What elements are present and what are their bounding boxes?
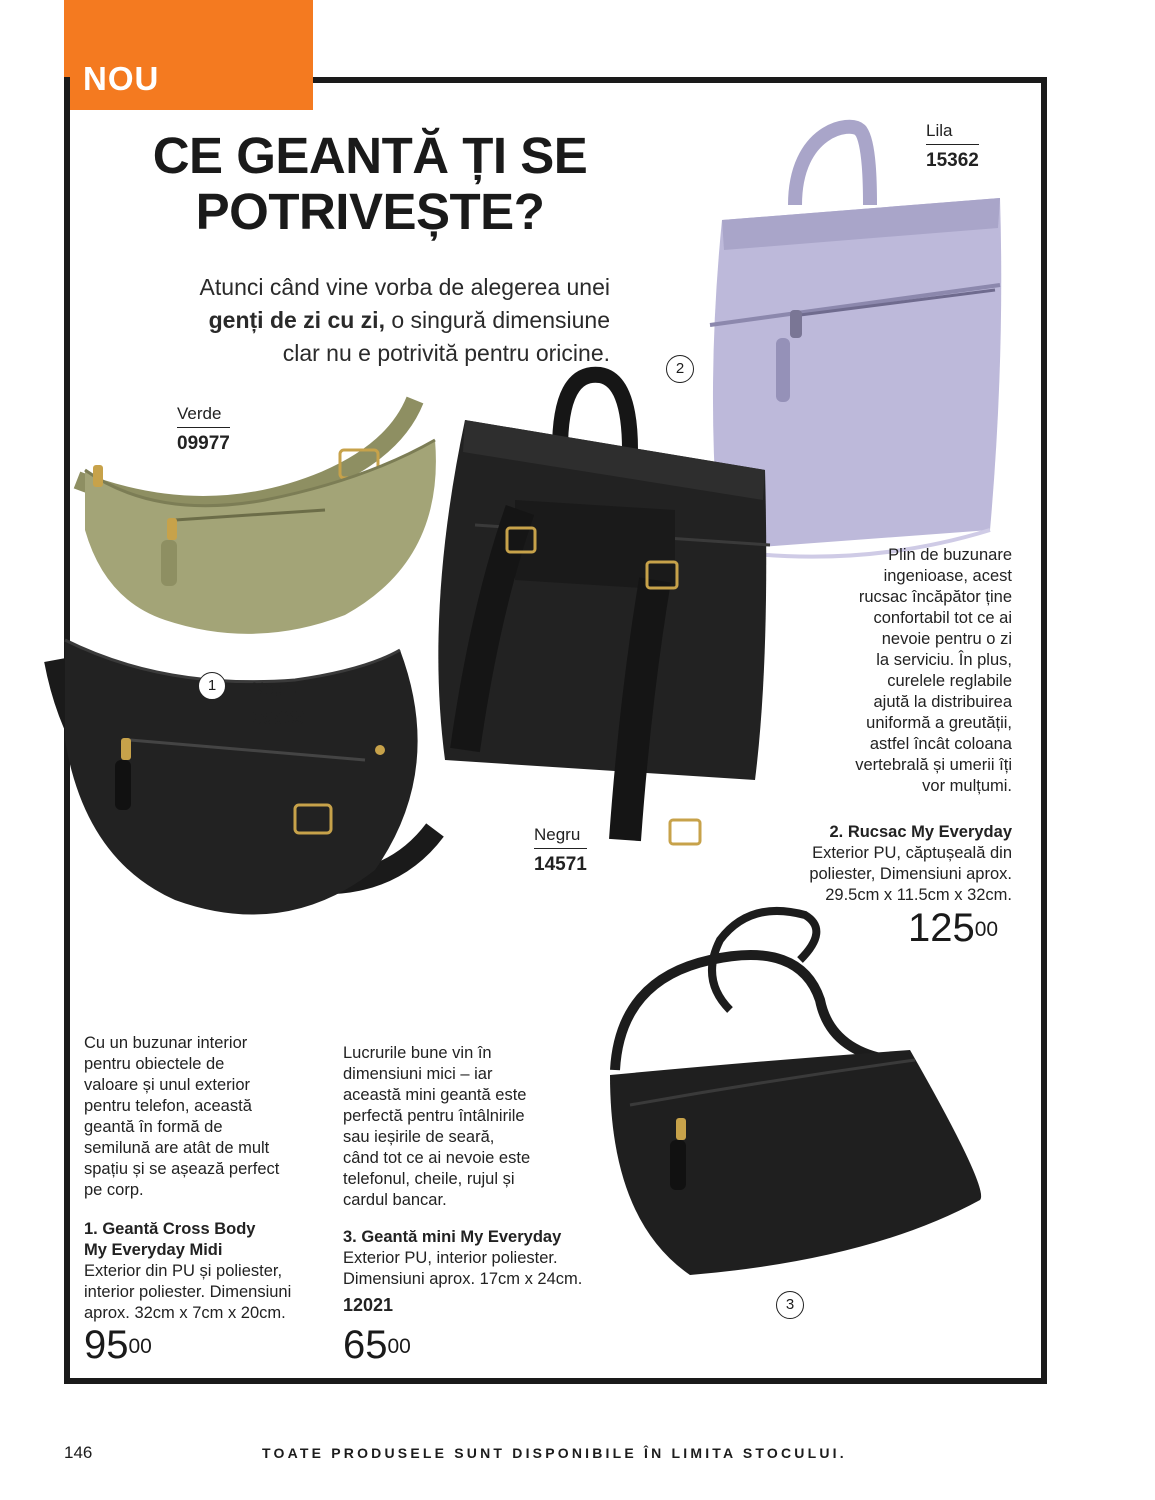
product-number-badge-1: 1 xyxy=(198,672,226,700)
product-1-details: 1. Geantă Cross Body My Everyday Midi Exterior din PU și poliester, interior poliester. Dimensiuni aprox. 32cm x 7cm x 20cm. xyxy=(84,1220,292,1322)
product-3-description: Lucrurile bune vin în dimensiuni mici – iar această mini geantă este perfectă pentru întâlnirile sau ieșirile de seară, când tot ce ai nevoie este telefonul, cheile, rujul și cardul bancar. xyxy=(343,1044,531,1209)
intro-text: Atunci când vine vorba de alegerea unei genți de zi cu zi, o singură dimensiune clar nu e potrivită pentru oricine. xyxy=(199,274,610,366)
product-2-price: $125^{00}$ xyxy=(908,906,999,950)
black-backpack-image xyxy=(425,360,795,880)
page-number: 146 xyxy=(64,1443,93,1462)
product-2-description: Plin de buzunare ingenioase, acest rucsac încăpător ține confortabil tot ce ai nevoie pentru o zi la serviciu. În plus, curelele reglabile ajută la distribuirea uniformă a greutății, astfel încât coloana vertebrală și umerii îți vor mulțumi. xyxy=(855,546,1012,795)
code-verde: Verde 09977 xyxy=(177,404,230,454)
product-number-badge-2: 2 xyxy=(666,355,694,383)
code-negru-bag: Negru 09969 xyxy=(252,679,305,729)
product-3-price: $65^{00}$ xyxy=(343,1323,411,1367)
stock-disclaimer: TOATE PRODUSELE SUNT DISPONIBILE ÎN LIMITA STOCULUI. xyxy=(262,1445,847,1461)
product-3-details: 3. Geantă mini My Everyday Exterior PU, interior poliester. Dimensiuni aprox. 17cm x 24cm. 12021 xyxy=(343,1228,583,1315)
product-2-details: 2. Rucsac My Everyday Exterior PU, căptușeală din poliester, Dimensiuni aprox. 29.5cm x 11.5cm x 32cm. xyxy=(809,823,1012,904)
product-1-description: Cu un buzunar interior pentru obiectele de valoare și unul exterior pentru telefon, această geantă în formă de semilună are atât de mult spațiu și se așează perfect pe corp. xyxy=(84,1034,280,1199)
page-title: CE GEANTĂ ȚI SE POTRIVEȘTE? xyxy=(152,127,588,240)
product-1-price: $95^{00}$ xyxy=(84,1323,152,1367)
black-mini-bag-image xyxy=(570,920,1010,1290)
product-number-badge-3: 3 xyxy=(776,1291,804,1319)
page-frame-top xyxy=(313,77,1047,83)
olive-crossbody-bag-image xyxy=(65,380,445,660)
code-negru-backpack: Negru 14571 xyxy=(534,825,587,875)
black-crossbody-bag-image xyxy=(45,620,445,950)
code-lila: Lila 15362 xyxy=(926,121,979,171)
new-badge-label: NOU xyxy=(83,60,160,97)
